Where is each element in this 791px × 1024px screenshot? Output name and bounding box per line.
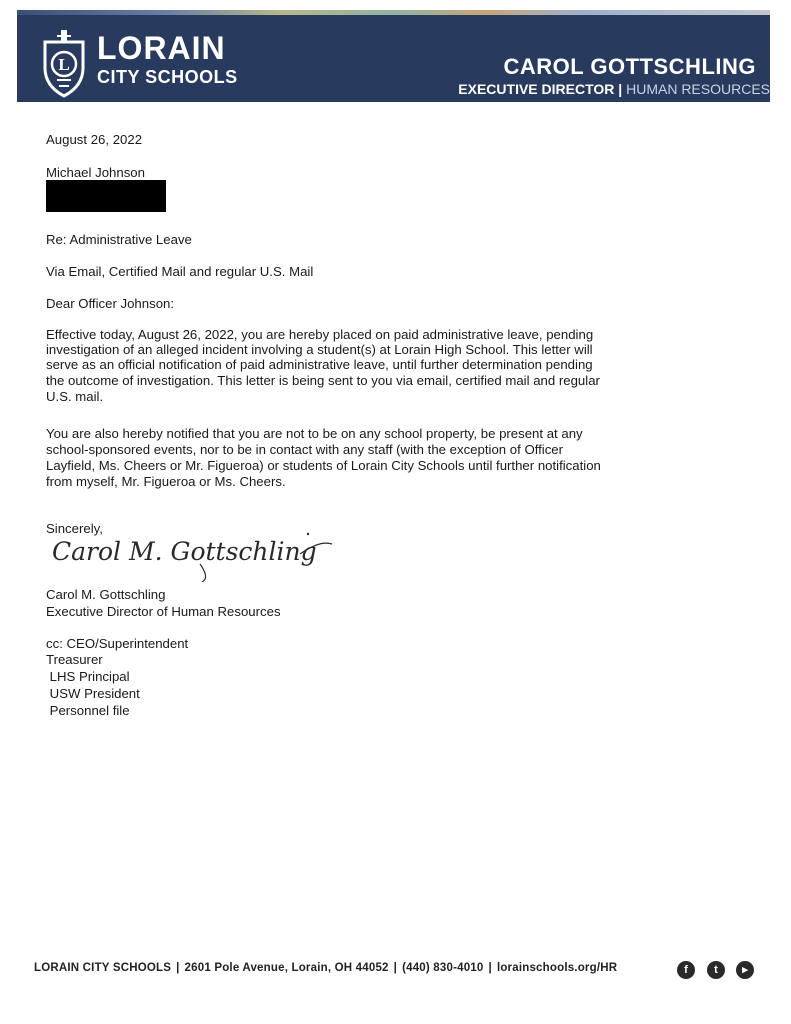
- color-stripe: [17, 10, 770, 15]
- youtube-icon[interactable]: ▸: [736, 961, 754, 979]
- facebook-icon[interactable]: f: [677, 961, 695, 979]
- footer-contact: [34, 962, 617, 974]
- svg-text:L: L: [58, 55, 70, 74]
- letterhead: [17, 10, 770, 102]
- footer-separator: |: [176, 962, 180, 974]
- footer-phone: (440) 830-4010: [402, 962, 484, 974]
- paragraph-line: the outcome of investigation. This letter is being sent to you via email, certified mail and regular: [46, 373, 600, 388]
- cc-item: LHS Principal: [46, 669, 130, 684]
- header-person-title: [458, 82, 770, 96]
- paragraph-line: Effective today, August 26, 2022, you are hereby placed on paid administrative leave, pending: [46, 327, 594, 342]
- closing: Sincerely,: [46, 521, 103, 536]
- salutation: Dear Officer Johnson:: [46, 296, 175, 311]
- footer-website[interactable]: lorainschools.org/HR: [496, 962, 618, 974]
- footer-separator: |: [488, 962, 492, 974]
- brand-name: LORAIN: [97, 30, 226, 66]
- recipient-name: Michael Johnson: [46, 165, 145, 180]
- paragraph-line: investigation of an alleged incident involving a student(s) at Lorain High School. This letter will: [46, 342, 593, 357]
- paragraph-line: Layfield, Ms. Cheers or Mr. Figueroa) or students of Lorain City Schools until further notification: [46, 458, 601, 473]
- handwritten-signature: [50, 530, 340, 582]
- paragraph-line: serve as an official notification of paid administrative leave, until further determination pending: [46, 357, 593, 372]
- footer-separator: |: [393, 962, 398, 974]
- redacted-address: [46, 180, 166, 212]
- cc-item: Treasurer: [46, 652, 103, 667]
- lighthouse-shield-icon: [37, 28, 91, 98]
- signer-title: Executive Director of Human Resources: [46, 604, 281, 619]
- brand-subname: CITY SCHOOLS: [97, 67, 238, 87]
- cc-item: USW President: [46, 686, 140, 701]
- footer-org: LORAIN CITY SCHOOLS: [34, 962, 172, 974]
- signer-name: Carol M. Gottschling: [46, 587, 166, 602]
- paragraph-line: school-sponsored events, nor to be in contact with any staff (with the exception of Officer: [46, 442, 564, 457]
- paragraph-line: U.S. mail.: [46, 389, 104, 404]
- signature-text: Carol M. Gottschling: [52, 537, 317, 566]
- delivery-method: Via Email, Certified Mail and regular U.S. Mail: [46, 264, 314, 279]
- twitter-icon[interactable]: t: [707, 961, 725, 979]
- cc-label: cc: CEO/Superintendent: [46, 636, 189, 651]
- paragraph-line: from myself, Mr. Figueroa or Ms. Cheers.: [46, 474, 286, 489]
- paragraph-line: You are also hereby notified that you are not to be on any school property, be present at any: [46, 426, 583, 441]
- header-title-main: EXECUTIVE DIRECTOR: [458, 81, 615, 97]
- header-title-dept: HUMAN RESOURCES: [626, 81, 770, 97]
- letter-date: August 26, 2022: [46, 132, 143, 147]
- header-person-name: CAROL GOTTSCHLING: [503, 54, 756, 79]
- footer-address: 2601 Pole Avenue, Lorain, OH 44052: [184, 962, 389, 974]
- header-title-separator: |: [618, 81, 623, 97]
- cc-item: Personnel file: [46, 703, 130, 718]
- subject-line: Re: Administrative Leave: [46, 232, 192, 247]
